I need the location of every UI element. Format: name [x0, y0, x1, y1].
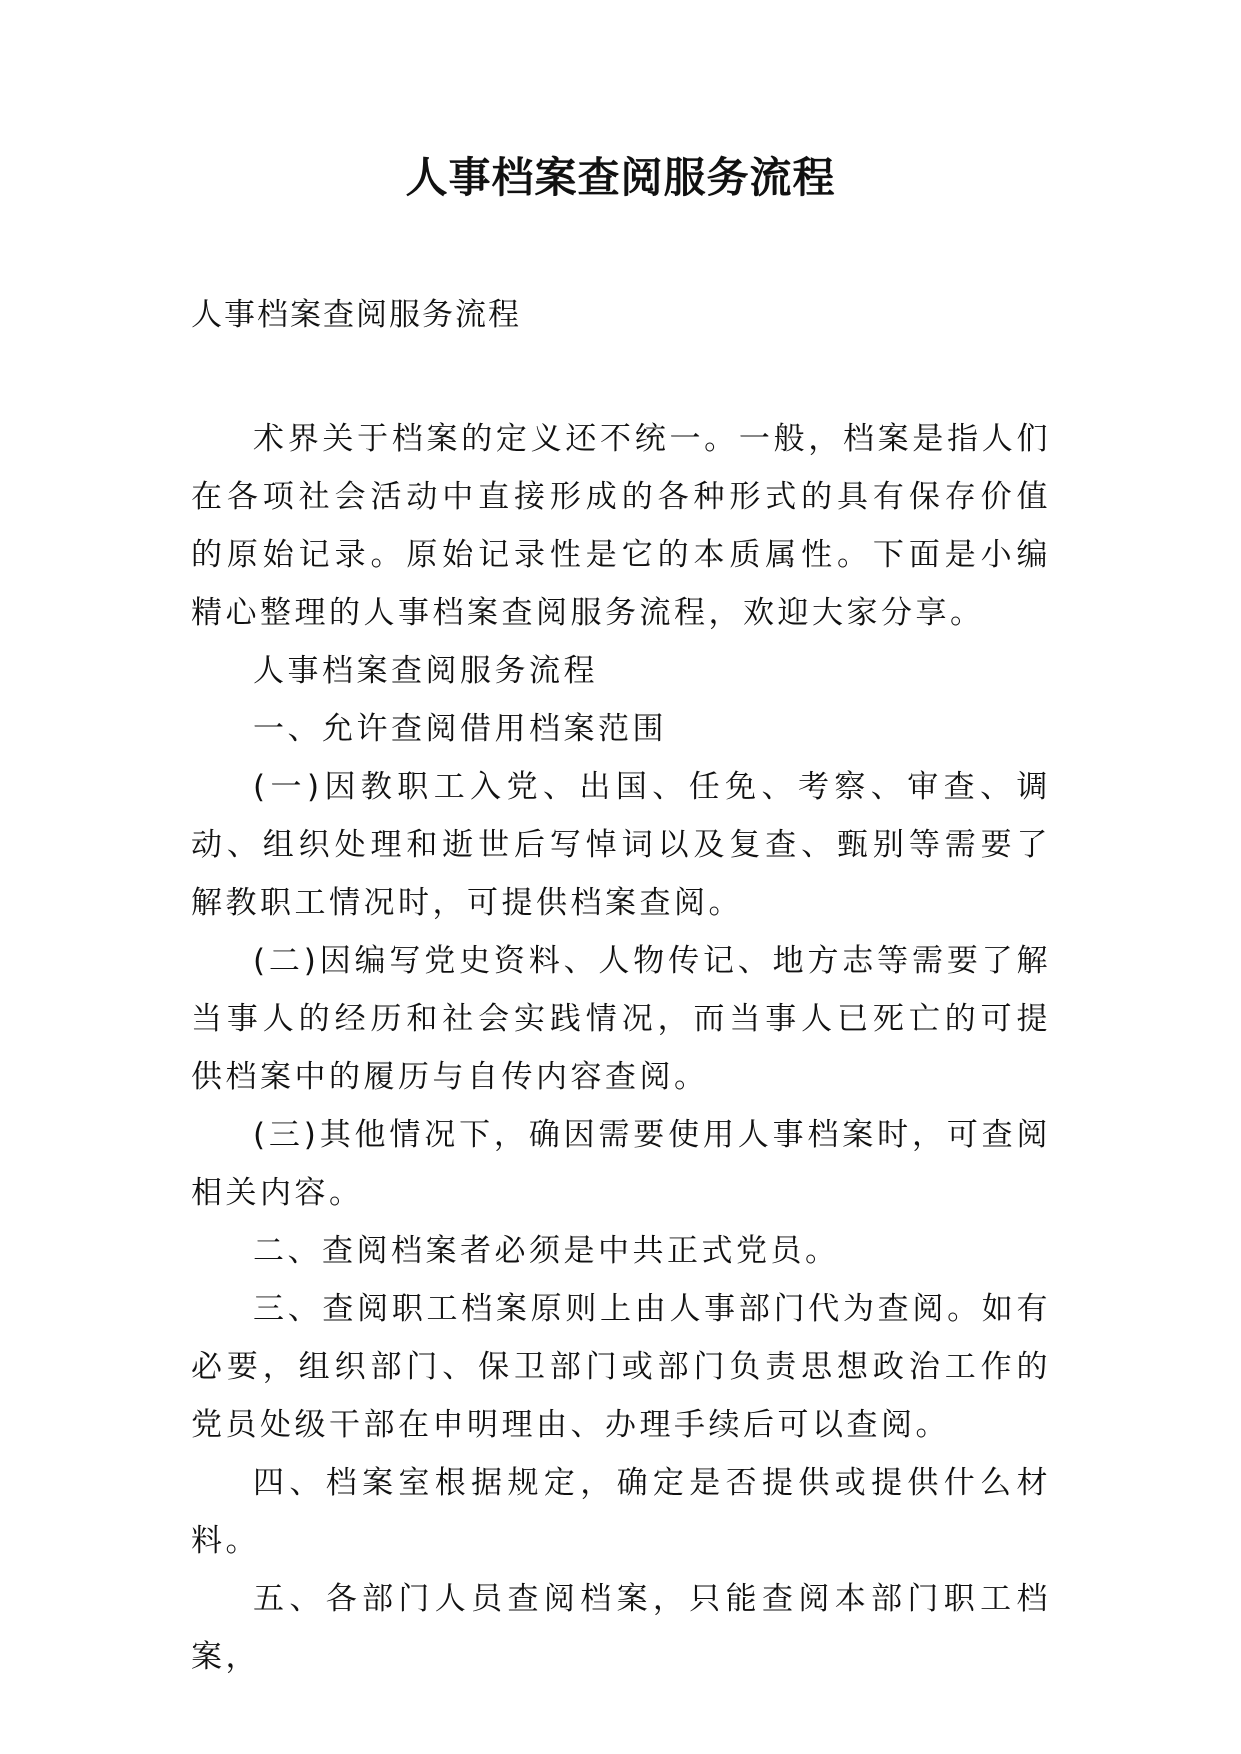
item-one: (一)因教职工入党、出国、任免、考察、审查、调动、组织处理和逝世后写悼词以及复查、甄别等需要了解教职工情况时，可提供档案查阅。 — [191, 769, 1051, 921]
document-subtitle: 人事档案查阅服务流程 — [191, 297, 521, 333]
section-three: 三、查阅职工档案原则上由人事部门代为查阅。如有必要，组织部门、保卫部门或部门负责思想政治工作的党员处级干部在申明理由、办理手续后可以查阅。 — [191, 1291, 1051, 1443]
paragraph-heading: 人事档案查阅服务流程 — [253, 653, 598, 689]
section-four: 四、档案室根据规定，确定是否提供或提供什么材料。 — [191, 1465, 1051, 1559]
section-five: 五、各部门人员查阅档案，只能查阅本部门职工档案， — [191, 1581, 1051, 1675]
paragraph-intro: 术界关于档案的定义还不统一。一般，档案是指人们在各项社会活动中直接形成的各种形式的具有保存价值的原始记录。原始记录性是它的本质属性。下面是小编精心整理的人事档案查阅服务流程，欢迎大家分享。 — [191, 421, 1051, 631]
section-one-heading: 一、允许查阅借用档案范围 — [253, 711, 667, 747]
item-three: (三)其他情况下，确因需要使用人事档案时，可查阅相关内容。 — [191, 1117, 1051, 1211]
item-two: (二)因编写党史资料、人物传记、地方志等需要了解当事人的经历和社会实践情况，而当事人已死亡的可提供档案中的履历与自传内容查阅。 — [191, 943, 1051, 1095]
section-two: 二、查阅档案者必须是中共正式党员。 — [253, 1233, 840, 1269]
document-title: 人事档案查阅服务流程 — [405, 153, 836, 202]
document-body — [191, 410, 1051, 1686]
